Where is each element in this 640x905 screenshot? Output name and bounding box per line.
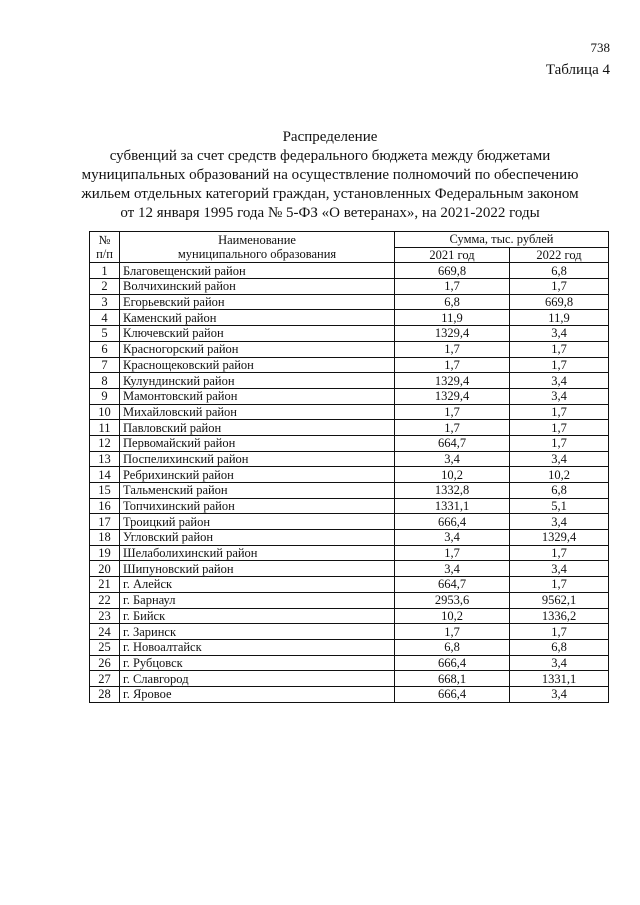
header-year-2022: 2022 год: [510, 247, 609, 263]
row-value-2021: 1,7: [395, 624, 510, 640]
row-value-2022: 1336,2: [510, 608, 609, 624]
row-value-2021: 669,8: [395, 263, 510, 279]
row-value-2022: 1,7: [510, 545, 609, 561]
table-row: [90, 498, 609, 514]
header-year-2021: 2021 год: [395, 247, 510, 263]
title-line: муниципальных образований на осуществление полномочий по обеспечению: [81, 167, 579, 183]
row-value-2021: 1331,1: [395, 498, 510, 514]
table-row: [90, 263, 609, 279]
header-number: [90, 232, 120, 263]
row-value-2022: 10,2: [510, 467, 609, 483]
row-number: 16: [90, 498, 120, 514]
row-value-2021: 1329,4: [395, 373, 510, 389]
row-value-2021: 1,7: [395, 279, 510, 295]
table-row: [90, 686, 609, 702]
row-name: г. Алейск: [120, 577, 395, 593]
title-line: Распределение: [282, 129, 378, 145]
table-header-row: [90, 232, 609, 248]
row-value-2021: 1332,8: [395, 483, 510, 499]
table-row: [90, 404, 609, 420]
row-name: г. Рубцовск: [120, 655, 395, 671]
table-row: [90, 530, 609, 546]
row-value-2022: 3,4: [510, 655, 609, 671]
table-row: [90, 467, 609, 483]
row-value-2021: 1,7: [395, 357, 510, 373]
title-line: жильем отдельных категорий граждан, установленных Федеральным законом: [81, 186, 579, 202]
row-number: 5: [90, 326, 120, 342]
row-number: 19: [90, 545, 120, 561]
row-value-2022: 1,7: [510, 279, 609, 295]
row-number: 25: [90, 639, 120, 655]
page-number: 738: [590, 40, 610, 55]
row-value-2022: 3,4: [510, 514, 609, 530]
row-value-2021: 3,4: [395, 561, 510, 577]
row-value-2021: 3,4: [395, 530, 510, 546]
table-row: [90, 545, 609, 561]
row-value-2021: 1329,4: [395, 388, 510, 404]
table-row: [90, 326, 609, 342]
table-row: [90, 561, 609, 577]
row-value-2022: 3,4: [510, 451, 609, 467]
row-name: Тальменский район: [120, 483, 395, 499]
row-number: 14: [90, 467, 120, 483]
title-line: от 12 января 1995 года № 5-ФЗ «О ветеранах», на 2021-2022 годы: [120, 205, 540, 221]
row-value-2022: 1,7: [510, 420, 609, 436]
row-value-2022: 6,8: [510, 483, 609, 499]
header-number-line2: п/п: [96, 247, 113, 262]
row-name: Краснощековский район: [120, 357, 395, 373]
row-name: Угловский район: [120, 530, 395, 546]
row-number: 4: [90, 310, 120, 326]
row-value-2022: 1,7: [510, 435, 609, 451]
table-row: [90, 514, 609, 530]
header-number-line1: №: [98, 233, 111, 248]
row-name: Ключевский район: [120, 326, 395, 342]
row-number: 1: [90, 263, 120, 279]
row-value-2021: 6,8: [395, 639, 510, 655]
table-row: [90, 608, 609, 624]
row-number: 17: [90, 514, 120, 530]
row-name: Кулундинский район: [120, 373, 395, 389]
row-value-2021: 664,7: [395, 577, 510, 593]
row-name: г. Новоалтайск: [120, 639, 395, 655]
row-name: Егорьевский район: [120, 294, 395, 310]
row-name: Шипуновский район: [120, 561, 395, 577]
row-value-2022: 6,8: [510, 263, 609, 279]
table-row: [90, 294, 609, 310]
title-line: субвенций за счет средств федерального бюджета между бюджетами: [109, 148, 551, 164]
row-value-2022: 1329,4: [510, 530, 609, 546]
table-row: [90, 420, 609, 436]
row-number: 15: [90, 483, 120, 499]
row-value-2022: 1,7: [510, 577, 609, 593]
row-number: 22: [90, 592, 120, 608]
table-row: [90, 357, 609, 373]
row-value-2021: 666,4: [395, 514, 510, 530]
table-row: [90, 639, 609, 655]
row-name: Красногорский район: [120, 341, 395, 357]
table-label: Таблица 4: [545, 62, 610, 78]
row-value-2021: 1,7: [395, 545, 510, 561]
row-value-2021: 2953,6: [395, 592, 510, 608]
row-number: 13: [90, 451, 120, 467]
row-number: 6: [90, 341, 120, 357]
table-row: [90, 341, 609, 357]
row-value-2022: 3,4: [510, 686, 609, 702]
row-number: 27: [90, 671, 120, 687]
row-value-2021: 664,7: [395, 435, 510, 451]
row-value-2022: 5,1: [510, 498, 609, 514]
row-number: 18: [90, 530, 120, 546]
table-row: [90, 279, 609, 295]
row-value-2022: 1,7: [510, 404, 609, 420]
row-number: 3: [90, 294, 120, 310]
row-value-2022: 669,8: [510, 294, 609, 310]
row-name: Поспелихинский район: [120, 451, 395, 467]
row-number: 2: [90, 279, 120, 295]
row-value-2022: 1,7: [510, 357, 609, 373]
row-number: 12: [90, 435, 120, 451]
row-name: Шелаболихинский район: [120, 545, 395, 561]
row-number: 24: [90, 624, 120, 640]
row-value-2022: 3,4: [510, 326, 609, 342]
row-value-2021: 6,8: [395, 294, 510, 310]
row-name: Волчихинский район: [120, 279, 395, 295]
row-name: г. Бийск: [120, 608, 395, 624]
table-row: [90, 388, 609, 404]
row-value-2022: 1331,1: [510, 671, 609, 687]
row-number: 28: [90, 686, 120, 702]
table-row: [90, 671, 609, 687]
row-value-2021: 666,4: [395, 686, 510, 702]
row-name: Михайловский район: [120, 404, 395, 420]
row-name: Благовещенский район: [120, 263, 395, 279]
row-number: 20: [90, 561, 120, 577]
row-number: 8: [90, 373, 120, 389]
row-name: Мамонтовский район: [120, 388, 395, 404]
row-value-2021: 3,4: [395, 451, 510, 467]
row-value-2022: 3,4: [510, 561, 609, 577]
row-value-2021: 668,1: [395, 671, 510, 687]
row-value-2021: 1,7: [395, 341, 510, 357]
row-value-2022: 9562,1: [510, 592, 609, 608]
row-name: г. Заринск: [120, 624, 395, 640]
table-row: [90, 373, 609, 389]
row-value-2021: 1,7: [395, 404, 510, 420]
row-name: Каменский район: [120, 310, 395, 326]
table-row: [90, 435, 609, 451]
row-value-2022: 11,9: [510, 310, 609, 326]
table-row: [90, 655, 609, 671]
row-number: 26: [90, 655, 120, 671]
row-value-2021: 1329,4: [395, 326, 510, 342]
row-value-2021: 666,4: [395, 655, 510, 671]
document-title: [60, 128, 600, 223]
header-name-line2: муниципального образования: [177, 247, 337, 262]
table-row: [90, 592, 609, 608]
row-value-2022: 1,7: [510, 624, 609, 640]
row-number: 7: [90, 357, 120, 373]
row-name: Ребрихинский район: [120, 467, 395, 483]
table-row: [90, 310, 609, 326]
header-name-line1: Наименование: [218, 233, 296, 248]
row-name: Первомайский район: [120, 435, 395, 451]
row-value-2021: 1,7: [395, 420, 510, 436]
row-number: 10: [90, 404, 120, 420]
row-name: г. Яровое: [120, 686, 395, 702]
row-name: г. Славгород: [120, 671, 395, 687]
table-row: [90, 451, 609, 467]
row-value-2021: 11,9: [395, 310, 510, 326]
header-sum: Сумма, тыс. рублей: [395, 232, 609, 248]
row-value-2022: 1,7: [510, 341, 609, 357]
row-value-2022: 6,8: [510, 639, 609, 655]
row-name: г. Барнаул: [120, 592, 395, 608]
row-value-2022: 3,4: [510, 373, 609, 389]
table-body: [90, 263, 609, 702]
row-value-2021: 10,2: [395, 467, 510, 483]
row-number: 9: [90, 388, 120, 404]
row-value-2021: 10,2: [395, 608, 510, 624]
header-name: [120, 232, 395, 263]
row-name: Павловский район: [120, 420, 395, 436]
subvention-table: [89, 231, 609, 703]
row-number: 23: [90, 608, 120, 624]
table-row: [90, 483, 609, 499]
row-name: Троицкий район: [120, 514, 395, 530]
table-row: [90, 577, 609, 593]
row-value-2022: 3,4: [510, 388, 609, 404]
row-number: 11: [90, 420, 120, 436]
row-name: Топчихинский район: [120, 498, 395, 514]
row-number: 21: [90, 577, 120, 593]
table-row: [90, 624, 609, 640]
